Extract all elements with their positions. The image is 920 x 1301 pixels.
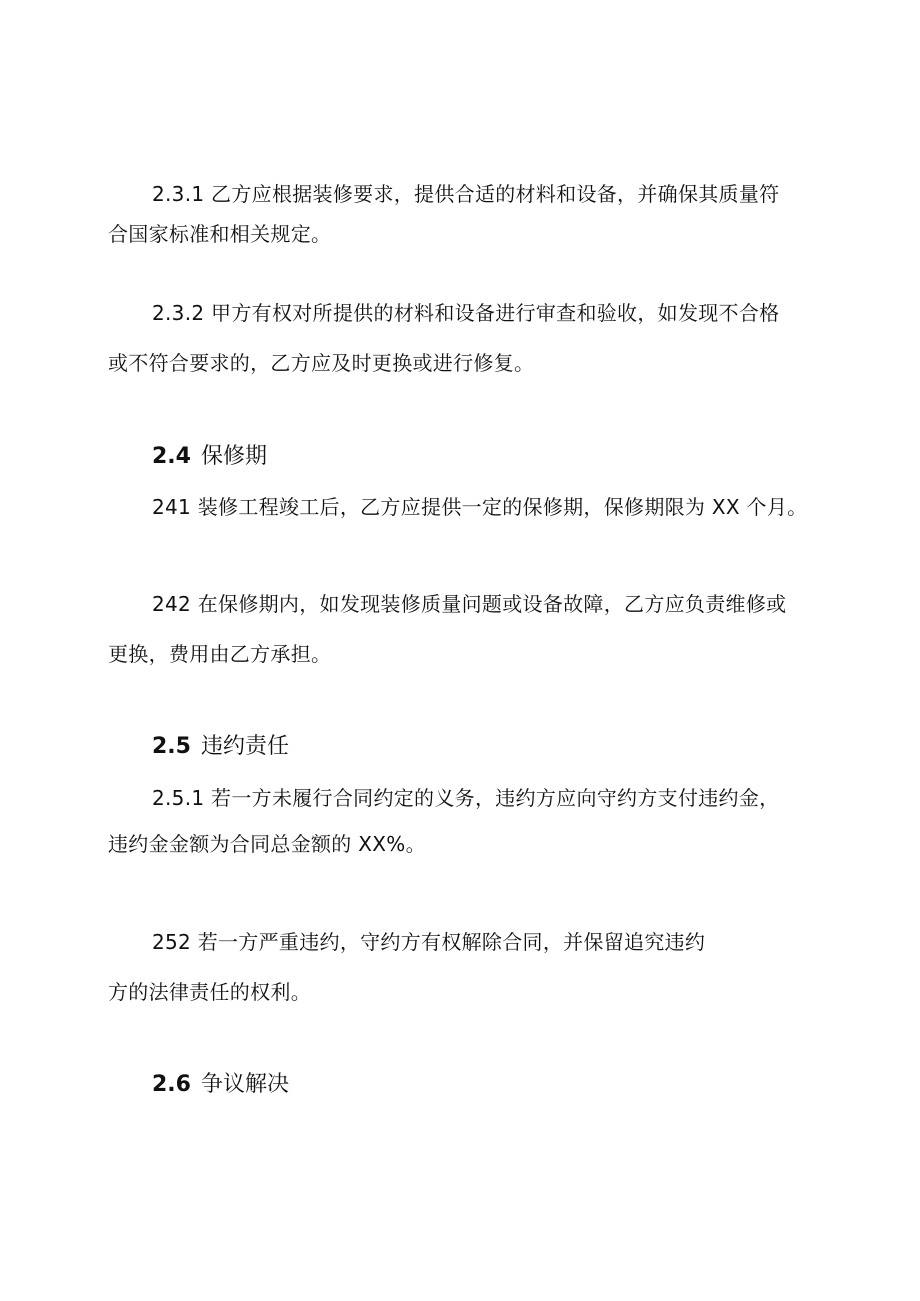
clause-2-3-1-line-1: 2.3.1 乙方应根据装修要求，提供合适的材料和设备，并确保其质量符	[152, 182, 780, 206]
clause-2-4-1	[108, 487, 820, 527]
section-number: 2.5	[152, 734, 191, 759]
section-title: 争议解决	[200, 1072, 289, 1097]
clause-2-4-1-line-1: 241 装修工程竣工后，乙方应提供一定的保修期，保修期限为 XX 个月。	[152, 495, 808, 519]
section-number: 2.4	[152, 444, 191, 469]
clause-2-5-2	[108, 922, 820, 1012]
clause-2-4-2-line-2: 更换，费用由乙方承担。	[108, 642, 332, 666]
section-heading-2-5	[152, 727, 289, 767]
clause-2-3-1-line-2: 合国家标准和相关规定。	[108, 222, 332, 246]
clause-2-3-2-line-1: 2.3.2 甲方有权对所提供的材料和设备进行审查和验收，如发现不合格	[152, 301, 780, 325]
section-number: 2.6	[152, 1072, 191, 1097]
section-title: 保修期	[200, 444, 267, 469]
clause-2-4-2-line-1: 242 在保修期内，如发现装修质量问题或设备故障，乙方应负责维修或	[152, 592, 787, 616]
section-title: 违约责任	[200, 734, 289, 759]
clause-2-3-2	[108, 293, 820, 383]
section-heading-2-4	[152, 437, 267, 477]
clause-2-5-1	[108, 778, 820, 864]
clause-2-4-2	[108, 584, 820, 674]
clause-2-5-1-line-2: 违约金金额为合同总金额的 XX%。	[108, 832, 426, 856]
clause-2-5-2-line-2: 方的法律责任的权利。	[108, 980, 311, 1004]
clause-2-3-1	[108, 174, 820, 254]
section-heading-2-6	[152, 1065, 289, 1105]
clause-2-3-2-line-2: 或不符合要求的，乙方应及时更换或进行修复。	[108, 351, 535, 375]
clause-2-5-2-line-1: 252 若一方严重违约，守约方有权解除合同，并保留追究违约	[152, 930, 706, 954]
clause-2-5-1-line-1: 2.5.1 若一方未履行合同约定的义务，违约方应向守约方支付违约金，	[152, 786, 780, 810]
